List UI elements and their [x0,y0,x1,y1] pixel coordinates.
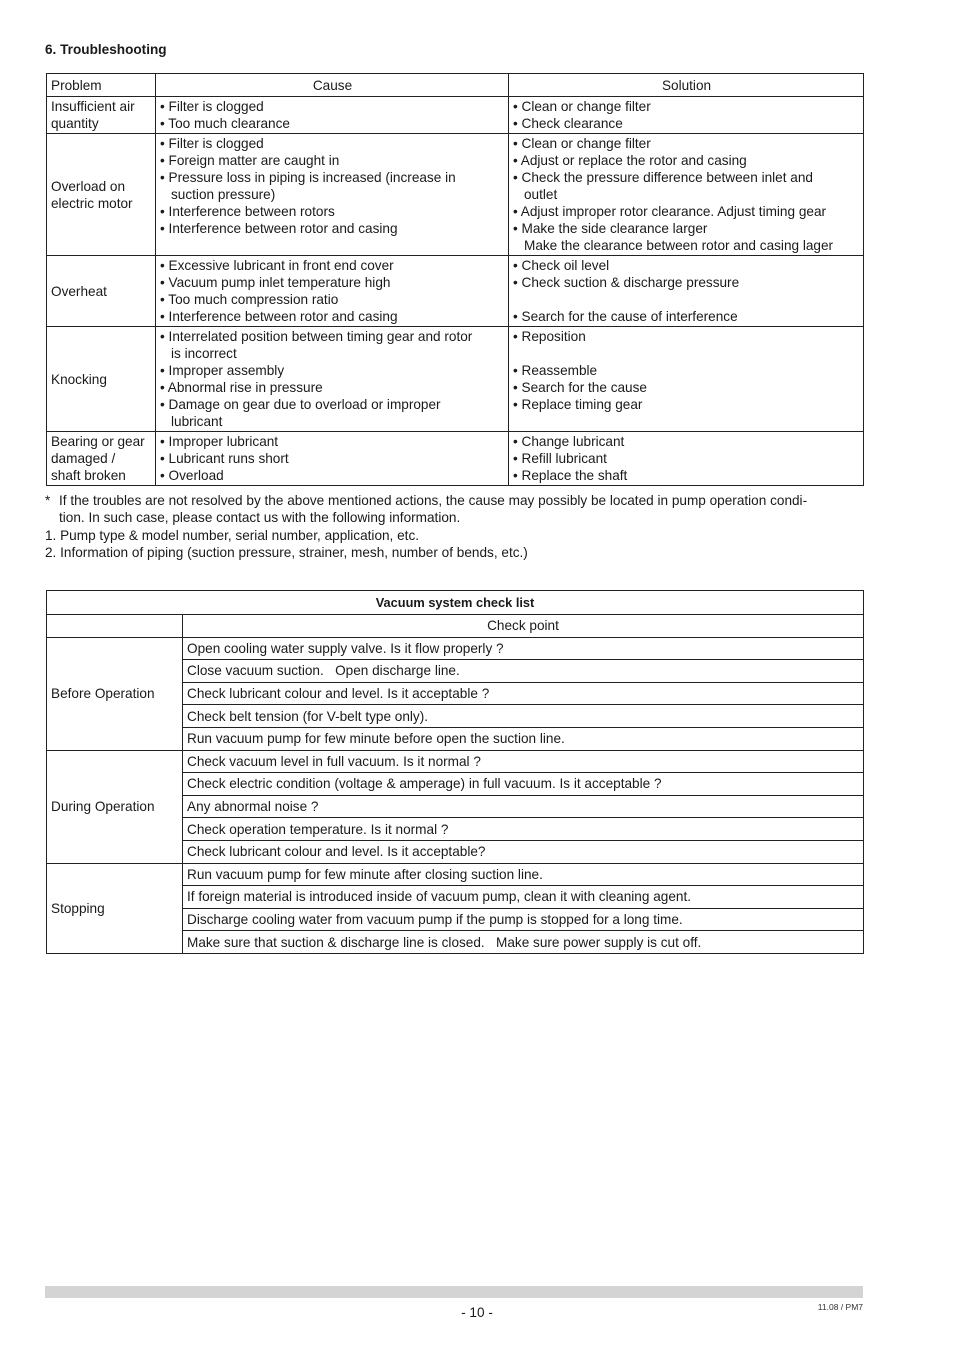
cause-line: is incorrect [171,346,237,361]
check-row [47,863,864,886]
solution-line: • Refill lubricant [513,451,607,466]
table-row [47,432,864,486]
cause-line: • Interference between rotors [160,204,335,219]
problem-cell [47,432,156,486]
check-point-item: Check lubricant colour and level. Is it acceptable ? [183,682,864,705]
solution-line: • Check the pressure difference between inlet and [513,170,813,185]
problem-cell [47,97,156,134]
page-number: - 10 - [461,1305,493,1320]
solution-cell [509,134,864,256]
cause-line: • Vacuum pump inlet temperature high [160,275,391,290]
check-row [47,750,864,773]
check-point-header: Check point [183,615,864,638]
problem-text: damaged / [51,451,116,466]
note-item-2: 2. Information of piping (suction pressure, strainer, mesh, number of bends, etc.) [45,544,528,560]
table-row [47,256,864,327]
cause-line: • Filter is clogged [160,136,264,151]
problem-text: shaft broken [51,468,126,483]
cause-line: • Excessive lubricant in front end cover [160,258,394,273]
cause-cell [156,256,509,327]
table-row [47,134,864,256]
solution-cell [509,327,864,432]
section-title: 6. Troubleshooting [45,42,167,57]
solution-cell [509,256,864,327]
solution-line: • Search for the cause [513,380,647,395]
solution-line: • Adjust improper rotor clearance. Adjust timing gear [513,204,827,219]
check-list-title: Vacuum system check list [47,591,864,615]
check-group-label: Before Operation [47,637,183,750]
problem-text: Overheat [51,283,107,299]
solution-line: • Check oil level [513,258,610,273]
cause-line: • Filter is clogged [160,99,264,114]
footer-bar [45,1286,863,1298]
cause-line: • Pressure loss in piping is increased (increase in [160,170,456,185]
cause-cell [156,432,509,486]
solution-line [513,291,860,308]
cause-line: • Too much clearance [160,116,290,131]
problem-cell [47,327,156,432]
note-star-text-2: tion. In such case, please contact us with the following information. [59,510,461,526]
solution-line: • Adjust or replace the rotor and casing [513,153,747,168]
solution-line: • Reposition [513,329,586,344]
cause-cell [156,134,509,256]
cause-line: • Abnormal rise in pressure [160,380,323,395]
check-point-item: If foreign material is introduced inside of vacuum pump, clean it with cleaning agent. [183,886,864,909]
cause-line: • Too much compression ratio [160,292,339,307]
solution-line: • Reassemble [513,363,598,378]
check-list-blank-header [47,615,183,638]
cause-line: • Lubricant runs short [160,451,289,466]
check-point-item: Make sure that suction & discharge line is closed. Make sure power supply is cut off. [183,931,864,954]
cause-line: • Interrelated position between timing gear and rotor [160,329,473,344]
solution-line: • Search for the cause of interference [513,309,738,324]
note-item-1: 1. Pump type & model number, serial number, application, etc. [45,527,420,543]
problem-cell [47,134,156,256]
problem-text: Insufficient air [51,99,135,114]
check-point-item: Check vacuum level in full vacuum. Is it normal ? [183,750,864,773]
cause-line: • Improper assembly [160,363,285,378]
solution-line [513,345,860,362]
problem-text: quantity [51,116,99,131]
cause-line: • Overload [160,468,224,483]
doc-code: 11.08 / PM7 [817,1302,863,1312]
troubleshooting-table [46,73,864,486]
problem-text: electric motor [51,195,133,211]
check-group-label: Stopping [47,863,183,953]
cause-line: • Interference between rotor and casing [160,309,398,324]
table-header-row [47,74,864,97]
cause-line: • Foreign matter are caught in [160,153,340,168]
cause-line: • Damage on gear due to overload or improper [160,397,441,412]
solution-line: • Change lubricant [513,434,625,449]
check-point-item: Check belt tension (for V-belt type only). [183,705,864,728]
solution-header: Solution [509,74,864,97]
solution-line: • Replace timing gear [513,397,643,412]
table-row [47,97,864,134]
check-point-item: Run vacuum pump for few minute before open the suction line. [183,727,864,750]
vacuum-check-list-table [46,590,864,954]
cause-line: suction pressure) [171,187,276,202]
note-star-text-1: If the troubles are not resolved by the above mentioned actions, the cause may possibly be located in pump operation condi- [59,493,808,508]
check-point-item: Discharge cooling water from vacuum pump if the pump is stopped for a long time. [183,908,864,931]
check-point-item: Open cooling water supply valve. Is it flow properly ? [183,637,864,660]
note-star-mark: * [45,493,51,508]
solution-line: outlet [524,187,558,202]
check-point-item: Close vacuum suction. Open discharge line. [183,660,864,683]
cause-header: Cause [156,74,509,97]
problem-header: Problem [47,74,156,97]
table-row [47,327,864,432]
cause-line: • Interference between rotor and casing [160,221,398,236]
check-point-item: Check lubricant colour and level. Is it acceptable? [183,840,864,863]
check-point-item: Run vacuum pump for few minute after closing suction line. [183,863,864,886]
solution-line: • Check suction & discharge pressure [513,275,740,290]
problem-text: Knocking [51,371,107,387]
solution-cell [509,432,864,486]
check-point-item: Check electric condition (voltage & amperage) in full vacuum. Is it acceptable ? [183,773,864,796]
solution-line: • Clean or change filter [513,99,651,114]
note-star [45,492,865,527]
cause-line: • Improper lubricant [160,434,279,449]
cause-line: lubricant [171,414,223,429]
cause-cell [156,327,509,432]
solution-line: Make the clearance between rotor and casing lager [524,238,834,253]
check-point-item: Any abnormal noise ? [183,795,864,818]
solution-line: • Clean or change filter [513,136,651,151]
solution-line: • Check clearance [513,116,623,131]
notes [45,492,865,561]
problem-text: Overload on [51,178,126,194]
check-row [47,637,864,660]
solution-line: • Replace the shaft [513,468,628,483]
check-point-item: Check operation temperature. Is it normal ? [183,818,864,841]
problem-text: Bearing or gear [51,434,145,449]
solution-cell [509,97,864,134]
solution-line: • Make the side clearance larger [513,221,708,236]
check-group-label: During Operation [47,750,183,863]
cause-cell [156,97,509,134]
problem-cell [47,256,156,327]
